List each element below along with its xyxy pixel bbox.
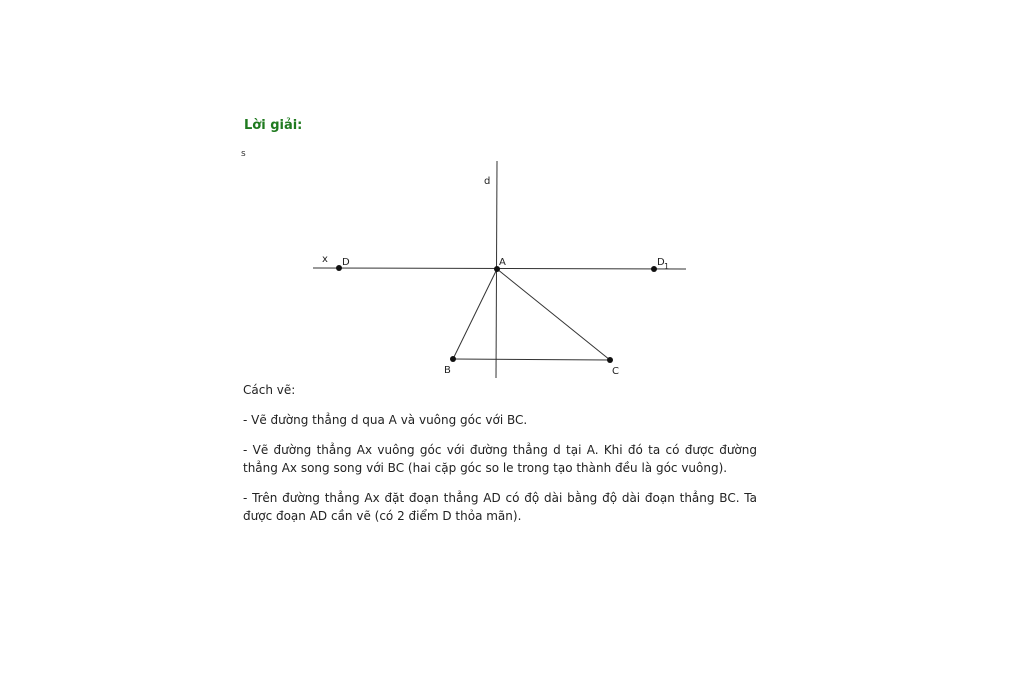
label-point-d1-subscript: 1 bbox=[664, 262, 670, 271]
label-point-a: A bbox=[499, 257, 506, 268]
segment-ab bbox=[453, 269, 497, 359]
instruction-step-1: - Vẽ đường thẳng d qua A và vuông góc với BC. bbox=[243, 413, 528, 427]
solution-heading: Lời giải: bbox=[244, 118, 303, 133]
label-point-b: B bbox=[444, 365, 451, 376]
segment-bc bbox=[453, 359, 610, 360]
point-b bbox=[450, 356, 456, 362]
instructions-intro: Cách vẽ: bbox=[243, 383, 296, 397]
stray-character: s bbox=[241, 149, 246, 159]
instruction-step-3: - Trên đường thẳng Ax đặt đoạn thẳng AD có độ dài bằng độ dài đoạn thẳng BC. Ta được đoạn AD cần vẽ (có 2 điểm D thỏa mãn). bbox=[243, 491, 757, 523]
label-point-d1: D bbox=[657, 257, 665, 268]
instruction-step-2: - Vẽ đường thẳng Ax vuông góc với đường thẳng d tại A. Khi đó ta có được đường thẳng Ax song song với BC (hai cặp góc so le trong tạo thành đều là góc vuông). bbox=[243, 443, 757, 475]
label-point-d: D bbox=[342, 257, 350, 268]
label-point-c: C bbox=[612, 366, 619, 377]
point-c bbox=[607, 357, 613, 363]
segment-ac bbox=[497, 269, 610, 360]
label-d-line: d bbox=[484, 176, 491, 187]
label-x: x bbox=[322, 254, 328, 265]
